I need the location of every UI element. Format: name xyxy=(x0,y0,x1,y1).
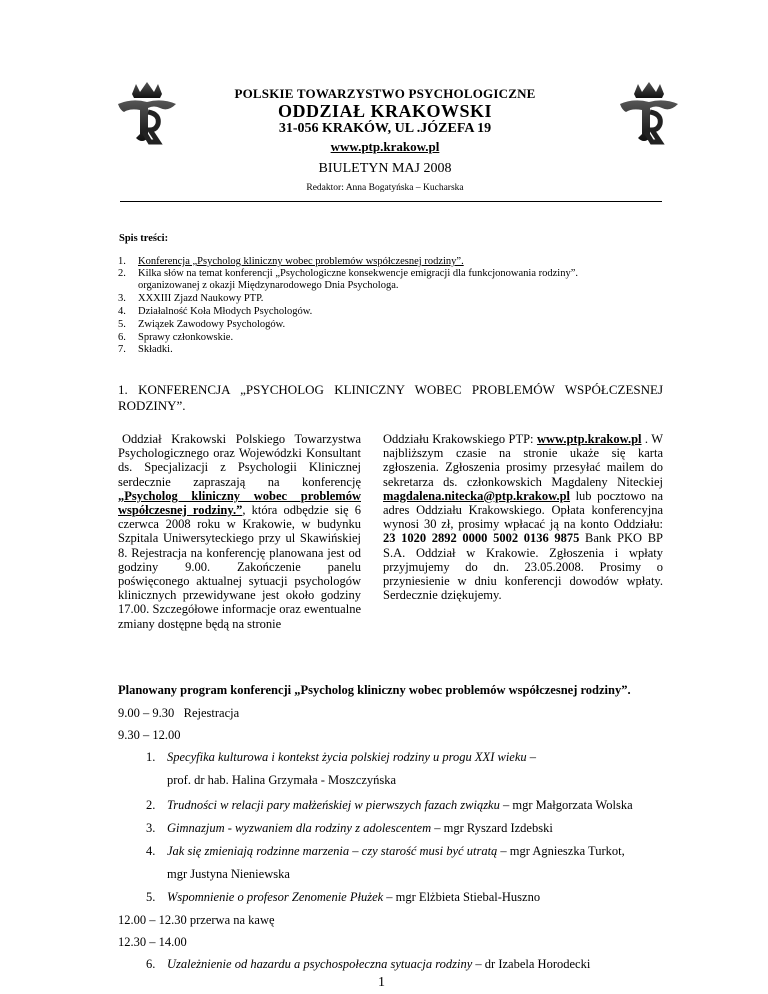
program-title: Planowany program konferencji „Psycholog kliniczny wobec problemów współczesnej rodziny”. xyxy=(118,683,631,697)
header-divider xyxy=(120,201,662,202)
address: 31-056 KRAKÓW, UL .JÓZEFA 19 xyxy=(278,121,492,136)
program-item: Uzależnienie od hazardu a psychospołeczna sytuacja rodziny – dr Izabela Horodecki xyxy=(167,957,591,971)
program-item-num: 1. xyxy=(146,750,156,764)
break-row: 12.00 – 12.30 przerwa na kawę xyxy=(118,913,275,927)
editor-line: Redaktor: Anna Bogatyńska – Kucharska xyxy=(306,183,464,193)
org-name: POLSKIE TOWARZYSTWO PSYCHOLOGICZNE xyxy=(234,86,536,101)
program-item-num: 6. xyxy=(146,957,156,971)
crown-logo-icon xyxy=(614,78,684,148)
bank-account: 23 1020 2892 0000 5002 0136 9875 xyxy=(383,531,580,546)
program-item: Trudności w relacji pary małżeńskiej w pierwszych fazach związku – mgr Małgorzata Wolska xyxy=(167,798,633,812)
program-item-num: 3. xyxy=(146,821,156,835)
section1-right-column: Oddziału Krakowskiego PTP: www.ptp.krakow.pl . W najbliższym czasie na stronie ukaże się karta zgłoszenia. Zgłoszenia prosimy przesyłać mailem do sekretarza ds. członkowskich Magdaleny Niteckiej magdalena.nitecka@ptp.krakow.pl lub pocztowo na adres Oddziału Krakowskiego. Opłata konferencyjna wynosi 30 zł, prosimy wpłacać ją na konto Oddziału: 23 1020 2892 0000 5002 0136 9875 Bank PKO BP S.A. Oddział w Krakowie. Zgłoszenia i wpłaty przyjmujemy do dn. 23.05.2008. Prosimy o przyniesienie w dniu konferencji dowodów wpłaty. Serdecznie dziękujemy. xyxy=(383,432,664,603)
section1-title-line1: 1. KONFERENCJA „PSYCHOLOG KLINICZNY WOBEC PROBLEMÓW WSPÓŁCZESNEJ xyxy=(118,382,663,397)
branch-name: ODDZIAŁ KRAKOWSKI xyxy=(277,101,493,121)
program-item-author: prof. dr hab. Halina Grzymała - Moszczyńska xyxy=(167,773,397,787)
website-link[interactable]: www.ptp.krakow.pl xyxy=(330,139,440,154)
bulletin-title: BIULETYN MAJ 2008 xyxy=(318,161,452,176)
program-item: Wspomnienie o profesor Zenomenie Płużek – mgr Elżbieta Stiebal-Huszno xyxy=(167,890,541,904)
conference-name: „Psycholog kliniczny wobec problemów współczesnej rodziny.” xyxy=(118,488,361,518)
program-item-num: 5. xyxy=(146,890,156,904)
block2-time: 12.30 – 14.00 xyxy=(118,935,187,949)
crown-logo-icon xyxy=(112,78,182,148)
website-link[interactable]: www.ptp.krakow.pl xyxy=(536,432,642,446)
section1-title-line2: RODZINY”. xyxy=(118,398,186,413)
page-number: 1 xyxy=(378,975,385,990)
toc-title: Spis treści: xyxy=(119,233,169,244)
program-item-num: 2. xyxy=(146,798,156,812)
program-item: Specyfika kulturowa i kontekst życia polskiej rodziny u progu XXI wieku – xyxy=(167,750,537,764)
block1-time: 9.30 – 12.00 xyxy=(118,728,181,742)
section1-left-column: Oddział Krakowski Polskiego Towarzystwa Psychologicznego oraz Wojewódzki Konsultant ds. Specjalizacji z Psychologii Klinicznej serdecznie zapraszają na konferencję „Psycholog kliniczny wobec problemów współczesnej rodziny.”, która odbędzie się 6 czerwca 2008 roku w Krakowie, w budynku Szpitala Uniwersyteckiego przy ul Skawińskiej 8. Rejestracja na konferencję planowana jest od godziny 9.00. Zakończenie panelu poświęconego aktualnej sytuacji psychologów klinicznych przewidywane jest około godziny 17.00. Szczegółowe informacje oraz ewentualne zmiany dostępne będą na stronie xyxy=(118,432,362,631)
program-item: Gimnazjum - wyzwaniem dla rodziny z adolescentem – mgr Ryszard Izdebski xyxy=(167,821,553,835)
program-item-num: 4. xyxy=(146,844,156,858)
ptp-logo-right xyxy=(614,78,684,148)
toc-list: 1. Konferencja „Psycholog kliniczny wobec problemów współczesnej rodziny”. 2. Kilka słów na temat konferencji „Psychologiczne konsekwencje emigracji dla funkcjonowania rodziny”. organizowanej z okazji Międzynarodowego Dnia Psychologa. 3. XXXIII Zjazd Naukowy PTP. 4. Działalność Koła Młodych Psychologów. 5. Związek Zawodowy Psychologów. 6. Sprawy członkowskie. 7. Składki. xyxy=(118,256,578,355)
ptp-logo-left xyxy=(112,78,182,148)
registration-row: 9.00 – 9.30 Rejestracja xyxy=(118,706,240,720)
program-item-author: mgr Justyna Nieniewska xyxy=(167,867,290,881)
email-link[interactable]: magdalena.nitecka@ptp.krakow.pl xyxy=(383,488,571,503)
program-item: Jak się zmieniają rodzinne marzenia – czy starość musi być utratą – mgr Agnieszka Turkot, xyxy=(167,844,625,858)
